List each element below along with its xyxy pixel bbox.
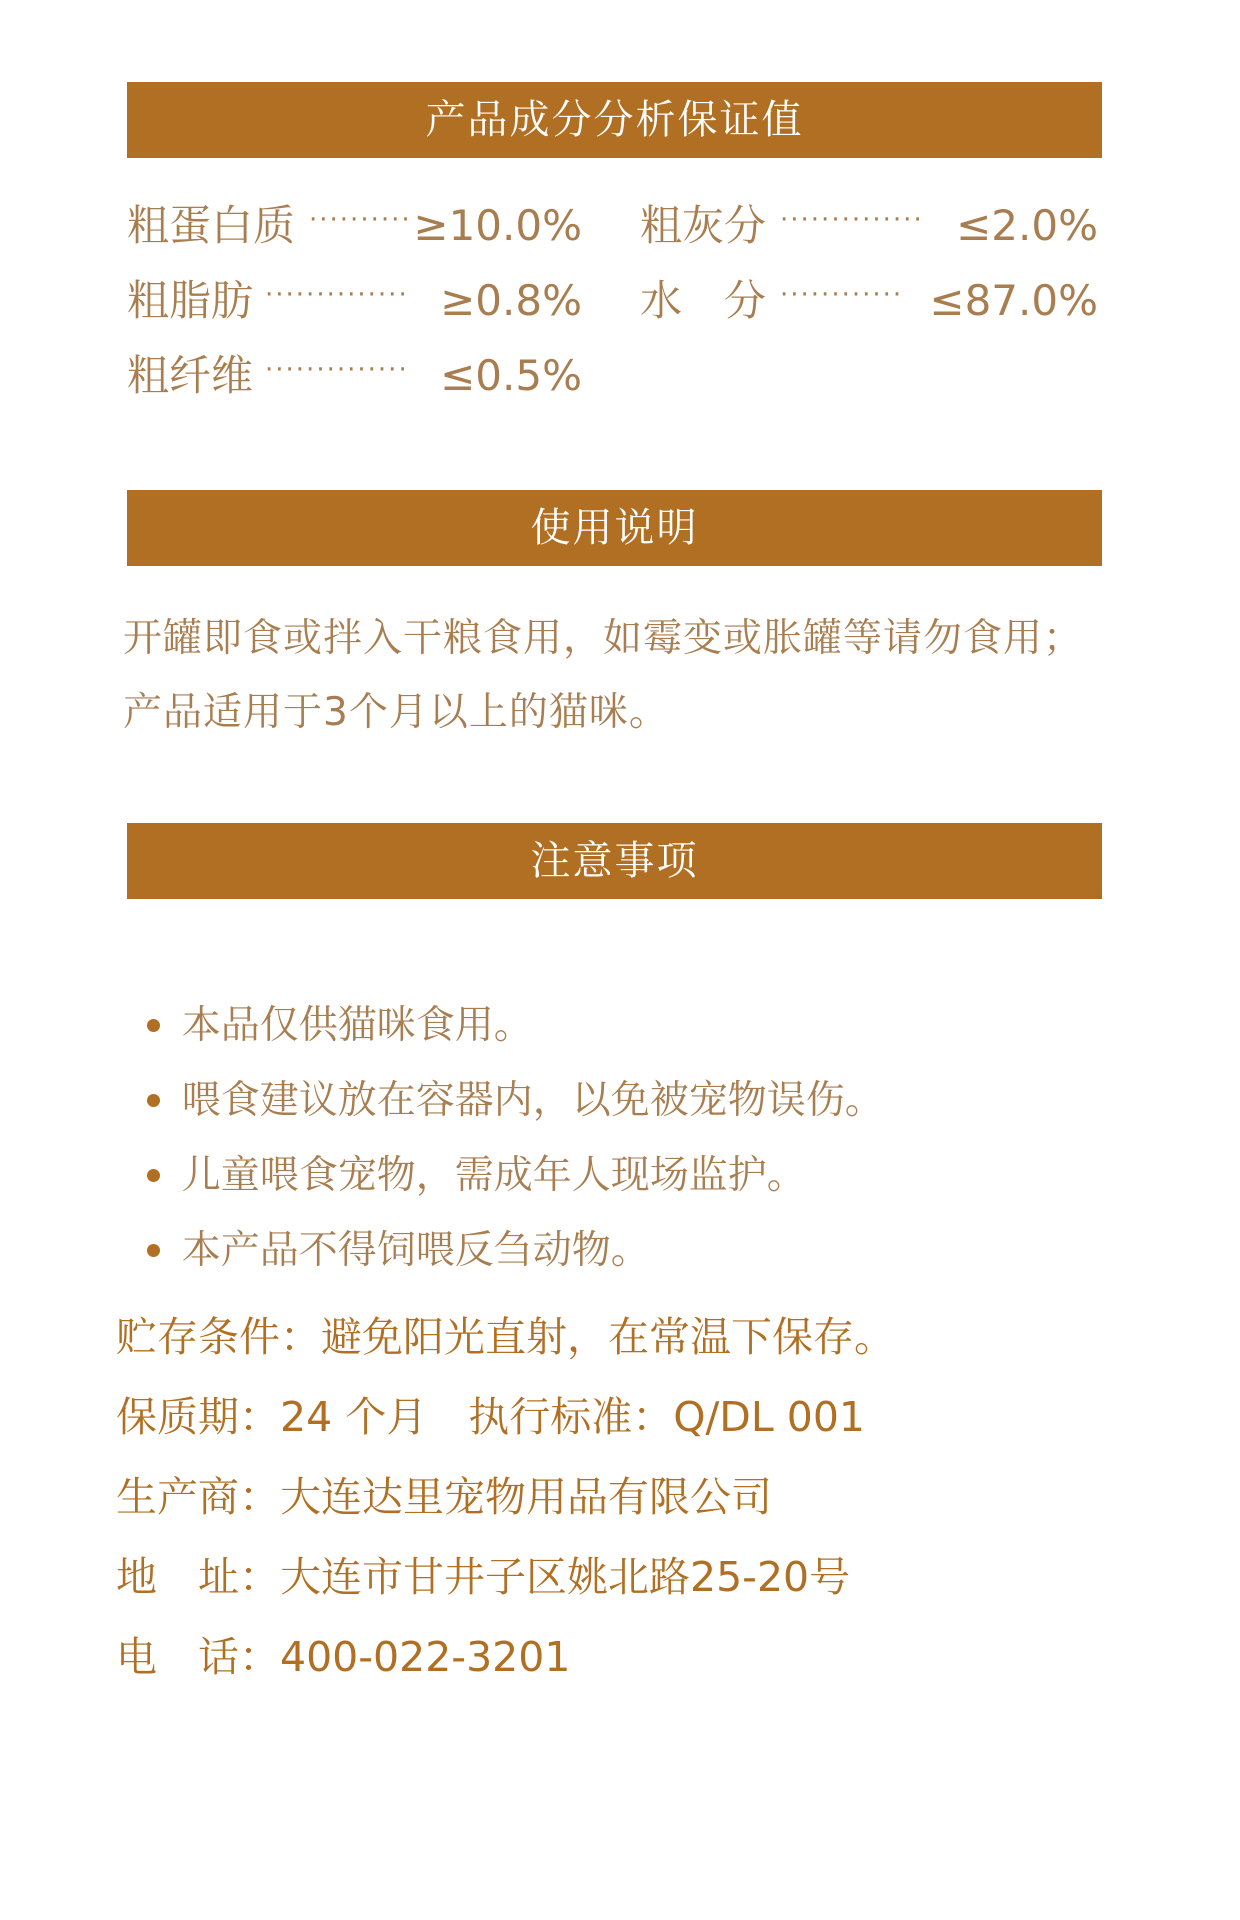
list-item-text: 本品仅供猫咪食用。 (181, 1003, 533, 1048)
list-item (122, 1161, 650, 1273)
dot-leader: ············ (780, 280, 904, 310)
analysis-row-fiber (127, 346, 582, 406)
dot-leader: ·············· (265, 355, 409, 385)
analysis-name: 粗脂肪 (127, 276, 254, 325)
list-item-text: 本产品不得饲喂反刍动物。 (181, 1228, 650, 1273)
usage-header (127, 490, 1102, 566)
notes-title: 注意事项 (530, 838, 699, 884)
analysis-name: 粗灰分 (640, 201, 767, 250)
shelf-life-info: 保质期：24 个月 执行标准：Q/DL 001 (116, 1393, 865, 1441)
analysis-row-ash (640, 196, 1098, 256)
analysis-title: 产品成分分析保证值 (425, 97, 804, 143)
manufacturer-info: 生产商：大连达里宠物用品有限公司 (116, 1473, 772, 1521)
bullet-icon (147, 1244, 160, 1257)
analysis-value: ≥10.0% (413, 201, 582, 250)
usage-line-1: 开罐即食或拌入干粮食用，如霉变或胀罐等请勿食用； (123, 616, 1084, 661)
analysis-name: 粗蛋白质 (127, 201, 296, 250)
analysis-row-fat (127, 271, 582, 331)
dot-leader: ·········· (309, 205, 412, 235)
analysis-header (127, 82, 1102, 158)
list-item-text: 喂食建议放在容器内，以免被宠物误伤。 (181, 1078, 884, 1123)
phone-info: 电 话：400-022-3201 (116, 1633, 571, 1681)
analysis-row-protein (127, 196, 582, 256)
dot-leader: ·············· (780, 205, 924, 235)
analysis-value: ≥0.8% (440, 276, 582, 325)
dot-leader: ·············· (265, 280, 409, 310)
list-item-text: 儿童喂食宠物，需成年人现场监护。 (181, 1153, 806, 1198)
address-info: 地 址：大连市甘井子区姚北路25-20号 (116, 1553, 851, 1601)
usage-line-2: 产品适用于3个月以上的猫咪。 (123, 690, 669, 735)
analysis-row-moisture (640, 271, 1098, 331)
analysis-value: ≤87.0% (929, 276, 1098, 325)
analysis-value: ≤0.5% (440, 351, 582, 400)
analysis-name: 粗纤维 (127, 351, 254, 400)
analysis-name: 水 分 (640, 276, 767, 325)
usage-title: 使用说明 (530, 505, 699, 551)
notes-header (127, 823, 1102, 899)
list-item (122, 1086, 806, 1198)
list-item (122, 936, 533, 1048)
list-item (122, 1011, 884, 1123)
analysis-value: ≤2.0% (956, 201, 1098, 250)
storage-info: 贮存条件：避免阳光直射，在常温下保存。 (116, 1313, 895, 1361)
